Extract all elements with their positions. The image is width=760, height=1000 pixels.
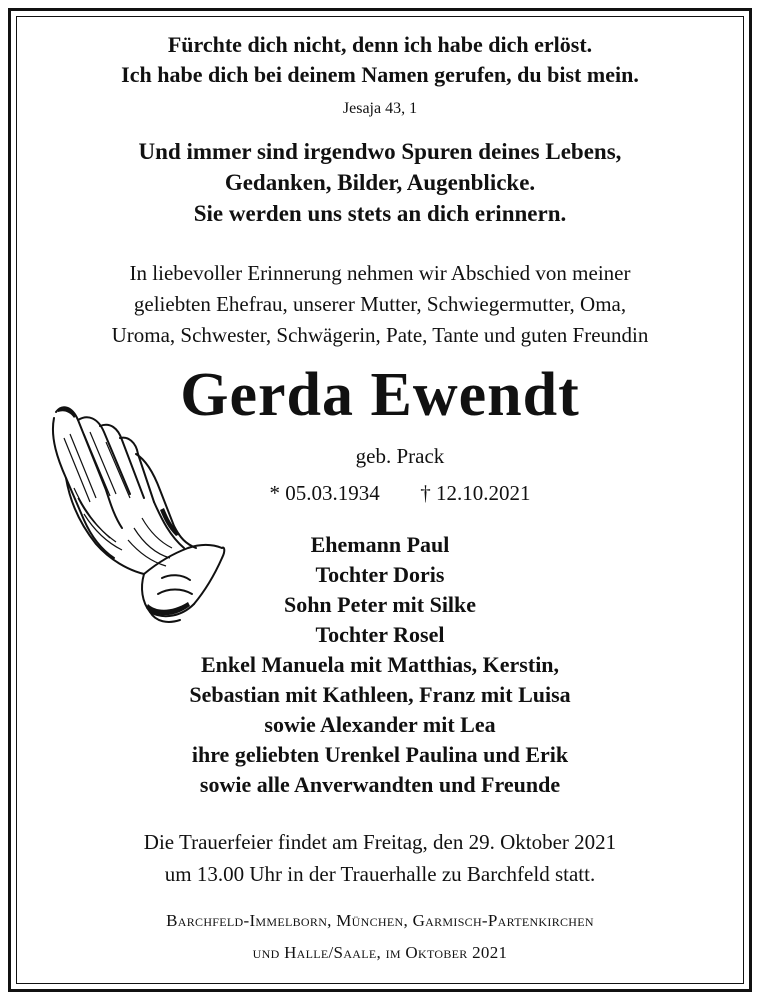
mourner-line: Tochter Doris <box>315 562 445 587</box>
intro-line: Uroma, Schwester, Schwägerin, Pate, Tante und guten Freundin <box>111 323 649 347</box>
birth-date: * 05.03.1934 <box>269 481 380 505</box>
intro-line: geliebten Ehefrau, unserer Mutter, Schwiegermutter, Oma, <box>133 292 627 316</box>
mourner-line: sowie Alexander mit Lea <box>264 712 496 737</box>
quote-line: Ich habe dich bei deinem Namen gerufen, du bist mein. <box>121 62 639 87</box>
verse-line: Und immer sind irgendwo Spuren deines Lebens, <box>138 139 622 164</box>
verse-line: Gedanken, Bilder, Augenblicke. <box>224 170 536 195</box>
service-line: Die Trauerfeier findet am Freitag, den 29. Oktober 2021 <box>143 830 617 854</box>
quote-line: Fürchte dich nicht, denn ich habe dich erlöst. <box>167 32 593 57</box>
mourner-line: Sohn Peter mit Silke <box>283 592 477 617</box>
mourner-line: sowie alle Anverwandten und Freunde <box>199 772 561 797</box>
place-date-line: Barchfeld-Immelborn, München, Garmisch-Partenkirchen <box>166 911 594 930</box>
deceased-name: Gerda Ewendt <box>180 361 580 429</box>
mourner-line: Ehemann Paul <box>310 532 450 557</box>
place-date-line: und Halle/Saale, im Oktober 2021 <box>252 943 508 962</box>
death-date: † 12.10.2021 <box>420 481 531 505</box>
mourner-line: Enkel Manuela mit Matthias, Kerstin, <box>200 652 560 677</box>
birth-name: geb. Prack <box>355 444 445 468</box>
verse-line: Sie werden uns stets an dich erinnern. <box>193 201 567 226</box>
service-line: um 13.00 Uhr in der Trauerhalle zu Barchfeld statt. <box>164 862 596 886</box>
mourner-line: ihre geliebten Urenkel Paulina und Erik <box>191 742 569 767</box>
mourner-line: Tochter Rosel <box>315 622 445 647</box>
mourner-line: Sebastian mit Kathleen, Franz mit Luisa <box>189 682 571 707</box>
intro-line: In liebevoller Erinnerung nehmen wir Abschied von meiner <box>129 261 631 285</box>
quote-reference: Jesaja 43, 1 <box>342 100 418 117</box>
